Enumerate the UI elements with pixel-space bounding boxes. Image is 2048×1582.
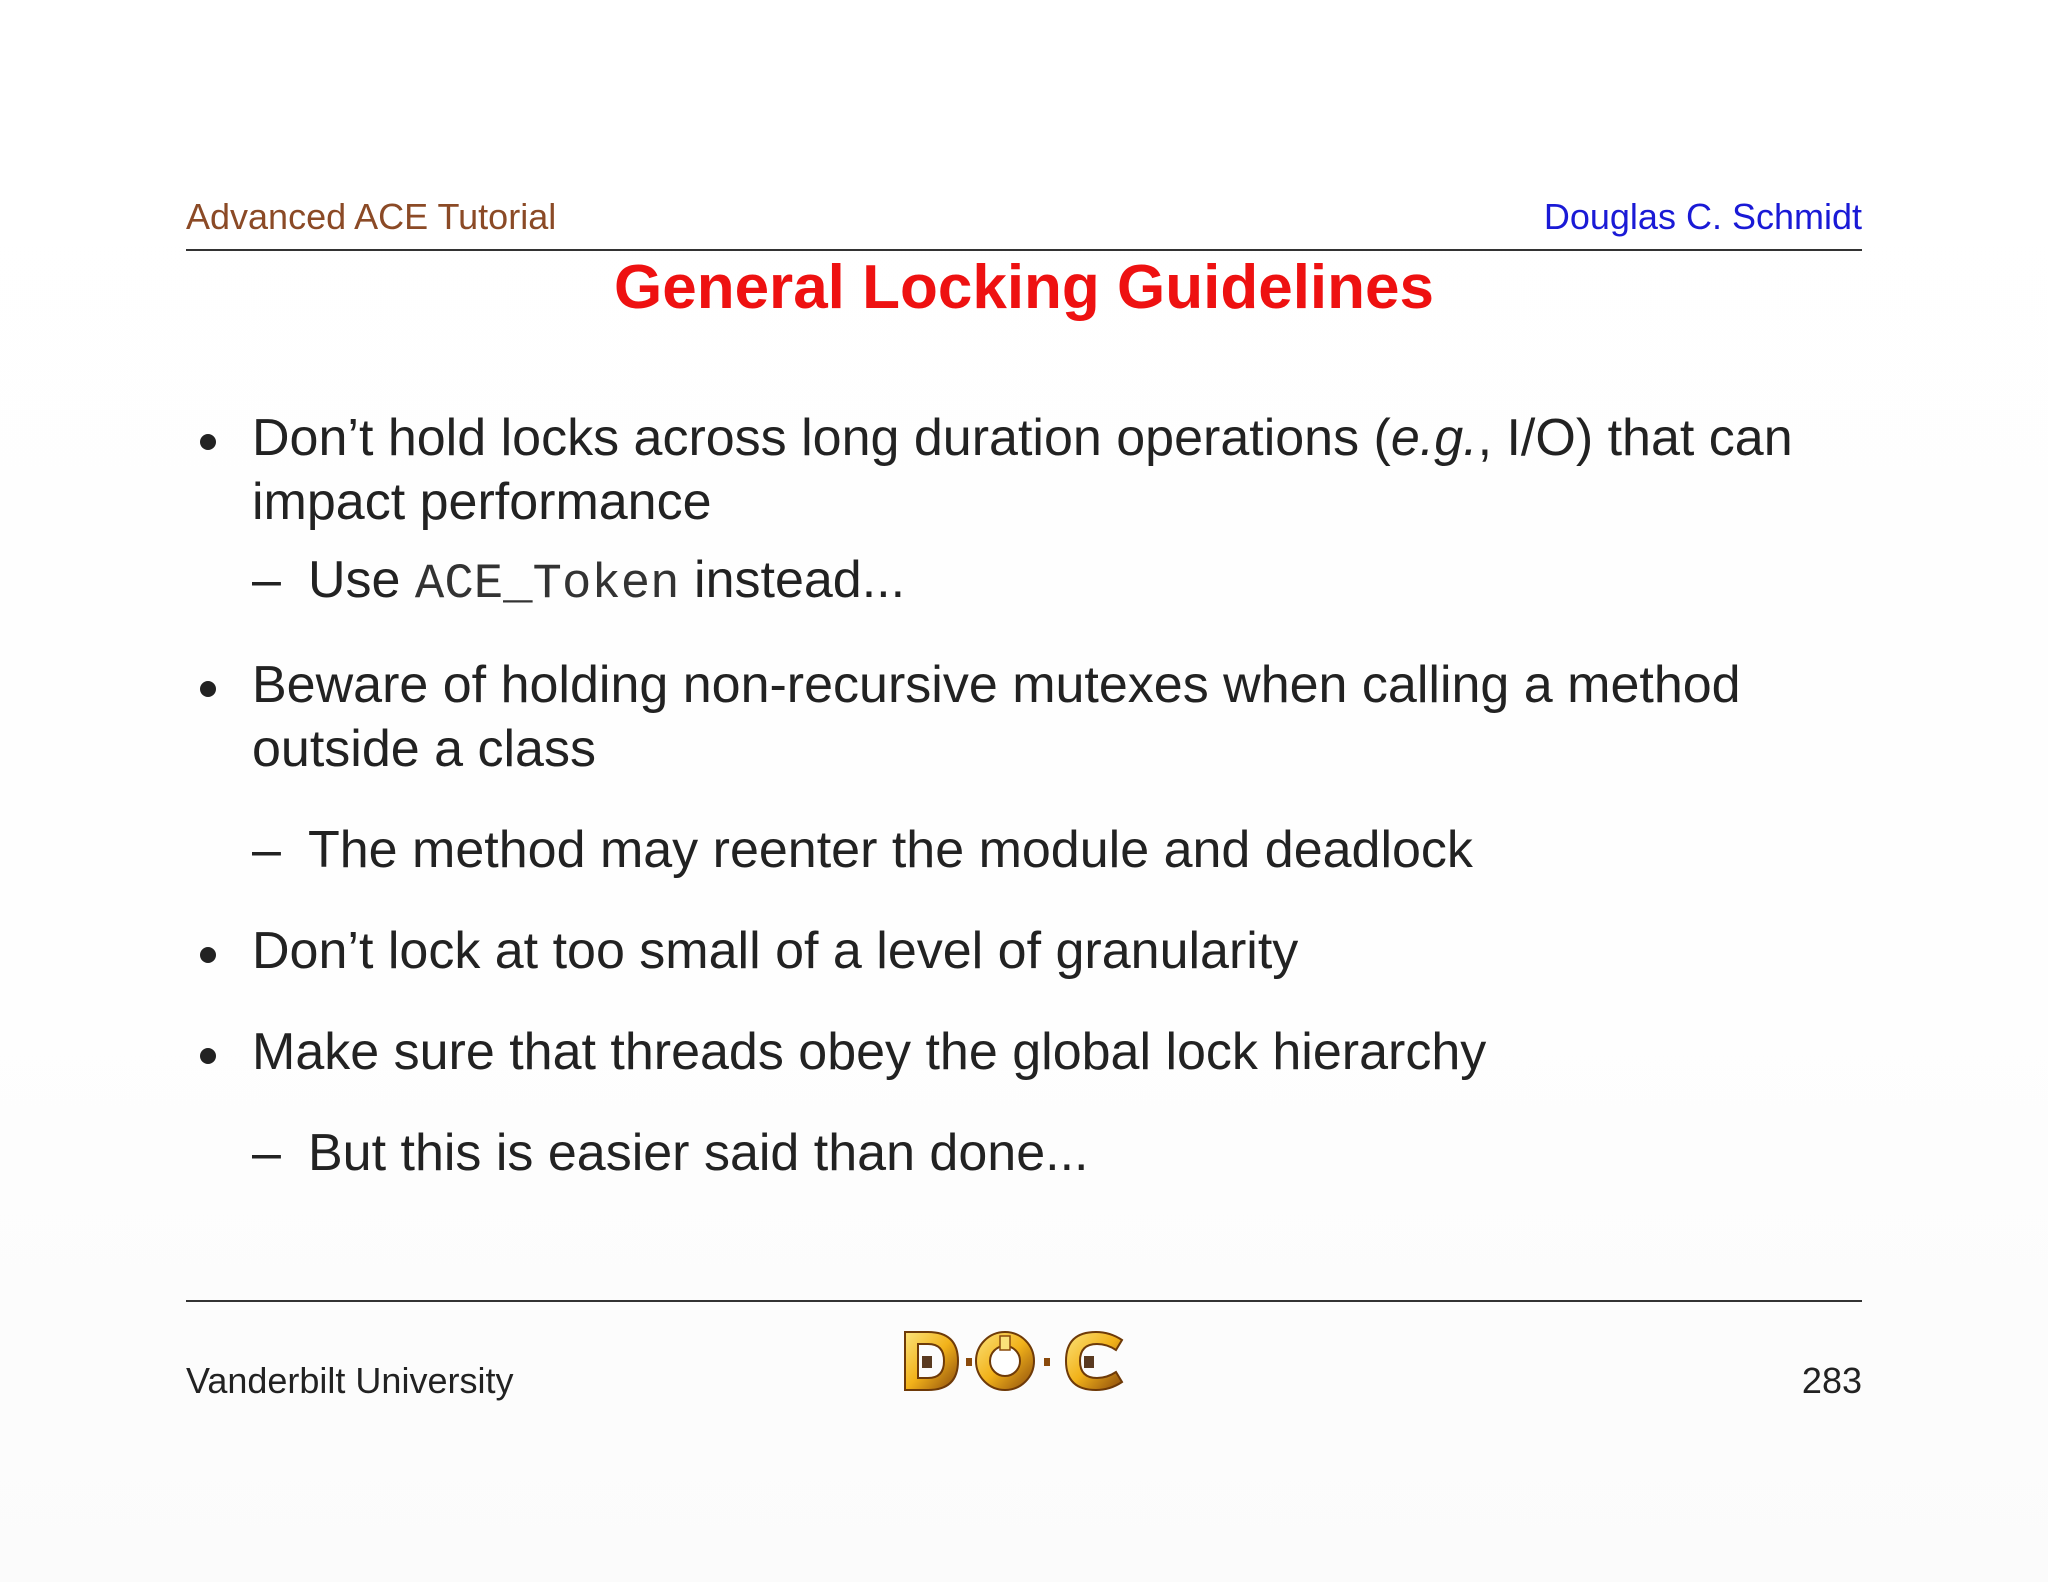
bullet-item xyxy=(186,919,1866,983)
header-divider xyxy=(186,249,1862,251)
bullet-list xyxy=(186,406,1866,1185)
logo-dot-u-icon xyxy=(1044,1358,1050,1366)
bullet-dot-icon xyxy=(200,1048,216,1064)
sub-bullet-item xyxy=(186,818,1866,882)
sub-bullet-text-post: instead... xyxy=(679,551,906,609)
logo-letter-o-icon xyxy=(976,1332,1034,1390)
dash-icon: – xyxy=(252,821,281,879)
logo-letter-c-icon xyxy=(1066,1332,1122,1390)
bullet-dot-icon xyxy=(200,434,216,450)
bullet-dot-icon xyxy=(200,681,216,697)
sub-bullet-text: The method may reenter the module and deadlock xyxy=(308,821,1473,879)
doc-group-logo xyxy=(900,1326,1150,1396)
sub-bullet-item xyxy=(186,548,1866,616)
bullet-text: Make sure that threads obey the global lock hierarchy xyxy=(252,1023,1487,1081)
course-title: Advanced ACE Tutorial xyxy=(186,196,557,237)
bullet-text-italic: e.g. xyxy=(1390,409,1478,467)
sub-bullet-text: But this is easier said than done... xyxy=(308,1124,1089,1182)
bullet-text: Don’t lock at too small of a level of granularity xyxy=(252,922,1299,980)
code-token: ACE_Token xyxy=(414,556,680,612)
bullet-text: Beware of holding non-recursive mutexes when calling a method outside a class xyxy=(252,656,1741,778)
dash-icon: – xyxy=(252,551,281,609)
slide-title: General Locking Guidelines xyxy=(614,253,1434,322)
page-number: 283 xyxy=(1801,1360,1862,1401)
footer-divider xyxy=(186,1300,1862,1302)
bullet-item xyxy=(186,406,1866,534)
bullet-dot-icon xyxy=(200,947,216,963)
institution-name: Vanderbilt University xyxy=(186,1360,514,1401)
logo-letter-d-icon xyxy=(905,1332,958,1390)
sub-bullet-item xyxy=(186,1121,1866,1185)
sub-bullet-text-pre: Use xyxy=(308,551,415,609)
bullet-item xyxy=(186,653,1866,781)
author-name: Douglas C. Schmidt xyxy=(1543,196,1862,237)
logo-dot-r-icon xyxy=(966,1358,972,1366)
dash-icon: – xyxy=(252,1124,281,1182)
bullet-item xyxy=(186,1020,1866,1084)
bullet-text-post: , I/O) that can impact performance xyxy=(252,409,1793,531)
bullet-text-pre: Don’t hold locks across long duration operations ( xyxy=(252,409,1391,467)
